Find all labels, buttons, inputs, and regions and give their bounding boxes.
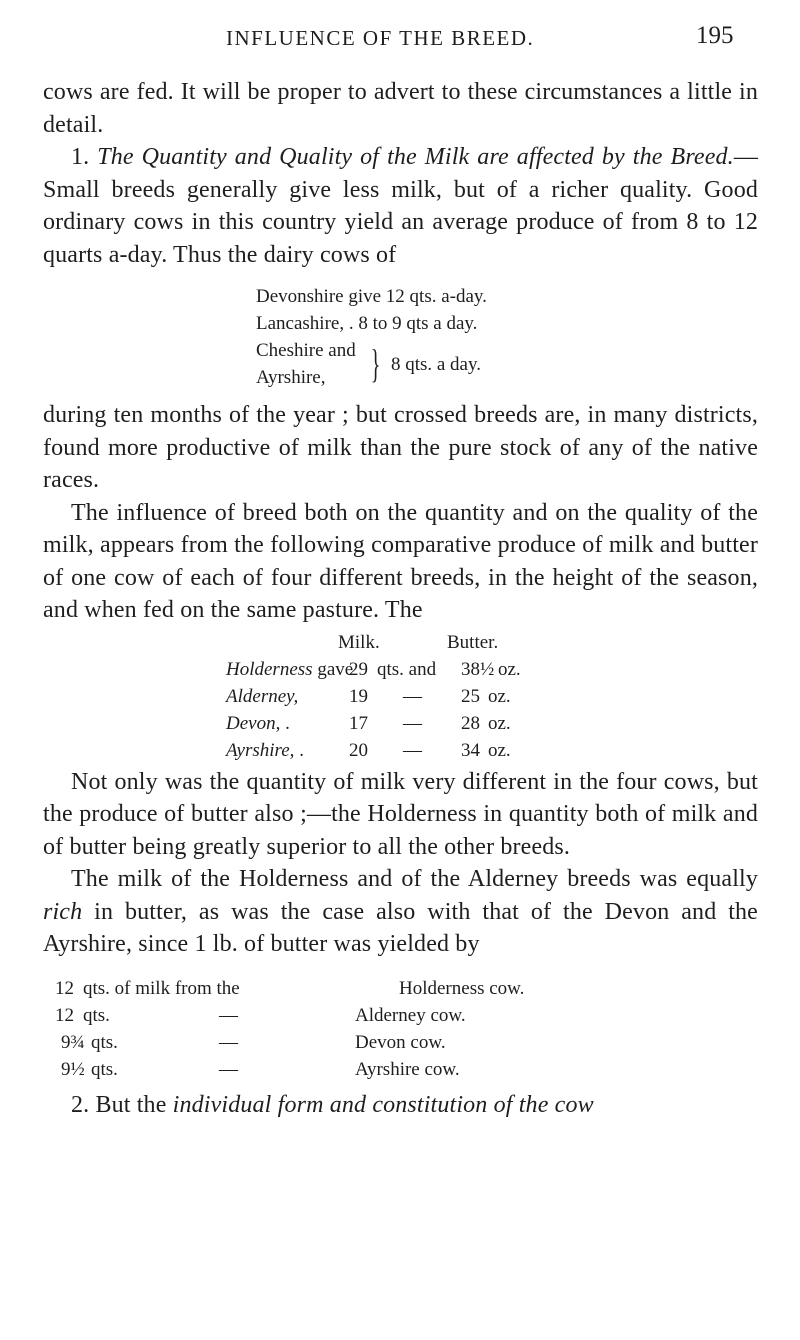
unit: qts.: [83, 1004, 110, 1026]
cow-name: Devon cow.: [355, 1031, 446, 1053]
running-title: INFLUENCE OF THE BREED.: [226, 26, 535, 50]
list-item: [43, 975, 758, 1002]
row-separator: qts. and: [377, 658, 437, 680]
breed-name: Alderney,: [226, 685, 299, 707]
yield-amount: 8 qts. a day.: [390, 353, 481, 375]
table-row: [43, 683, 758, 710]
yield-counties: [256, 337, 356, 391]
section-text: —Small breeds generally give less milk, but of a richer quality. Good ordinary cows in this country yield an average produce of from 8 to 12 quarts a-day. Thus the dairy cows of: [43, 144, 758, 268]
yield-county: Lancashire, .: [256, 313, 354, 334]
emphasis: rich: [43, 898, 83, 925]
butter-unit: oz.: [488, 685, 511, 707]
column-header-butter: Butter.: [447, 631, 499, 653]
milk-value: 17: [349, 712, 368, 734]
list-item: [43, 1002, 758, 1029]
yield-row-lancashire: [256, 310, 758, 337]
row-separator: —: [403, 685, 422, 707]
cow-name: Ayrshire cow.: [355, 1058, 460, 1080]
section-number: 1.: [71, 144, 98, 170]
row-separator: —: [403, 712, 422, 734]
breed-produce-table: [43, 629, 758, 764]
brace-symbol: }: [370, 341, 381, 386]
dash: —: [219, 1031, 238, 1053]
list-item: [43, 1029, 758, 1056]
quantity: 9¾: [61, 1031, 85, 1053]
section-heading: individual form and constitution of the cow: [172, 1091, 594, 1118]
butter-unit: oz.: [488, 712, 511, 734]
column-header-milk: Milk.: [338, 631, 380, 653]
dash: —: [219, 1004, 238, 1026]
quantity: 9½: [61, 1058, 85, 1080]
paragraph-influence: The influence of breed both on the quantity and on the quality of the milk, appears from the following comparative produce of milk and butter of one cow of each of four different breeds, in the height of the season, and when fed on the same pasture. The: [43, 499, 758, 623]
unit: qts.: [91, 1058, 118, 1080]
butter-unit: oz.: [488, 739, 511, 761]
yield-amount: 8 to 9 qts a day.: [358, 313, 478, 334]
table-header: [43, 629, 758, 656]
milk-value: 29: [349, 658, 368, 680]
yield-county: Ayrshire,: [256, 367, 326, 388]
text-run: The milk of the Holderness and of the Alderney breeds was equally: [71, 866, 758, 892]
breed-verb: .: [285, 712, 290, 734]
section-number: 2. But the: [71, 1091, 173, 1118]
breed-name: Holderness: [226, 658, 313, 680]
butter-value: 38½: [461, 658, 495, 680]
row-separator: —: [403, 739, 422, 761]
page-body: [43, 76, 758, 1121]
table-row: [43, 737, 758, 764]
dash: —: [219, 1058, 238, 1080]
paragraph-continuation: cows are fed. It will be proper to advert to these circumstances a little in detail.: [43, 79, 758, 138]
table-row: [43, 656, 758, 683]
yield-row-cheshire-ayrshire: [256, 337, 758, 391]
unit: qts.: [91, 1031, 118, 1053]
yield-county: Cheshire and: [256, 340, 356, 361]
yield-row-devonshire: Devonshire give 12 qts. a-day.: [256, 286, 487, 307]
paragraph-section-1: [43, 141, 758, 271]
butter-unit: oz.: [498, 658, 521, 680]
paragraph-ten-months: during ten months of the year ; but crossed breeds are, in many districts, found more productive of milk than the pure stock of any of the native races.: [43, 402, 758, 493]
breed-verb: .: [299, 739, 304, 761]
unit: qts. of milk from the: [83, 977, 240, 999]
county-yield-list: [256, 283, 758, 391]
butter-value: 34: [461, 739, 480, 761]
butter-value: 25: [461, 685, 480, 707]
text-run: in butter, as was the case also with that of the Devon and the Ayrshire, since 1 lb. of butter was yielded by: [43, 898, 758, 957]
cow-name: Alderney cow.: [355, 1004, 466, 1026]
list-item: [43, 1056, 758, 1083]
paragraph-section-2: [43, 1089, 758, 1122]
page-number: 195: [696, 22, 734, 49]
paragraph-equally-rich: [43, 863, 758, 961]
cow-name: Holderness cow.: [399, 977, 525, 999]
quantity: 12: [55, 977, 74, 999]
quantity: 12: [55, 1004, 74, 1026]
paragraph-not-only: Not only was the quantity of milk very different in the four cows, but the produce of butter also ;—the Holderness in quantity both of milk and of butter being greatly superior to all the other breeds.: [43, 768, 758, 860]
breed-verb: gave: [317, 658, 354, 680]
milk-value: 20: [349, 739, 368, 761]
butter-value: 28: [461, 712, 480, 734]
breed-name: Devon,: [226, 712, 281, 734]
butter-yield-list: [43, 975, 758, 1085]
running-head: [0, 18, 800, 58]
section-heading: The Quantity and Quality of the Milk are affected by the Breed.: [97, 144, 734, 170]
breed-name: Ayrshire,: [226, 739, 295, 761]
table-row: [43, 710, 758, 737]
milk-value: 19: [349, 685, 368, 707]
